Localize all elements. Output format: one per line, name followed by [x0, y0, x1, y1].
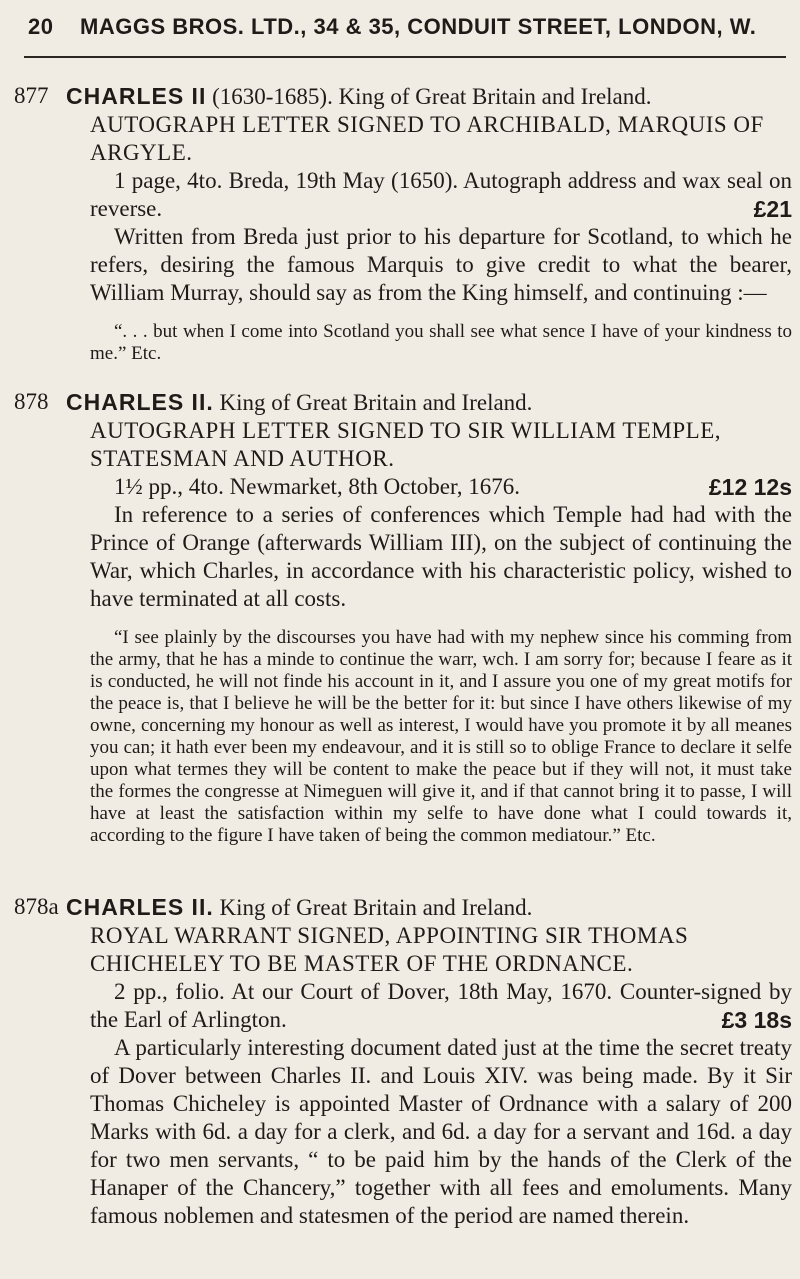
lot-title [66, 82, 792, 111]
lot-description [66, 473, 792, 501]
lot-paragraph: Written from Breda just prior to his departure for Scotland, to which he refers, desiring the famous Marquis to give credit to what the bearer, William Murray, should say as from the King himself, and continuing :— [90, 224, 792, 305]
lot-body [66, 893, 792, 1230]
lot-title-rest: (1630-1685). King of Great Britain and Ireland. [212, 84, 652, 109]
lot-title-rest: King of Great Britain and Ireland. [219, 895, 533, 920]
lot-subtitle: AUTOGRAPH LETTER SIGNED TO ARCHIBALD, MARQUIS OF ARGYLE. [90, 112, 764, 165]
lot-entry-877 [14, 82, 792, 365]
lot-number: 878 [14, 389, 49, 414]
header-rule [24, 56, 786, 58]
lot-desc-text: 1½ pp., 4to. Newmarket, 8th October, 1676. [114, 474, 520, 499]
lot-quote: “I see plainly by the discourses you have had with my nephew since his comming from the army, that he has a minde to continue the warr, wch. I am sorry for; because I feare as it is conducted, he will not finde his account in it, and I assure you one of my great motifs for the peace is, that I believe he will be the better for it: but since I have others likewise of my owne, concerning my honour as well as interest, I would have you promote it by all meanes you can; it hath ever been my endeavour, and it is still so to oblige France to declare it selfe upon what termes they will be content to make the peace but if they will not, it must take the formes the congresse at Nimeguen will give it, and if that cannot bring it to passe, I will have at least the satisfaction within my selfe to have done what I could towards it, according to the figure I have taken of being the common mediatour.” Etc. [90, 627, 792, 846]
lot-number: 877 [14, 83, 49, 108]
lot-price: £21 [753, 196, 792, 222]
lot-description [66, 167, 792, 223]
lot-title [66, 388, 792, 417]
publisher-line: MAGGS BROS. LTD., 34 & 35, CONDUIT STREET, LONDON, W. [80, 14, 757, 39]
lot-price: £12 12s [708, 474, 792, 500]
page-number: 20 [28, 14, 54, 39]
lot-number: 878a [14, 894, 59, 919]
lot-title-rest: King of Great Britain and Ireland. [219, 390, 533, 415]
lot-description [66, 978, 792, 1034]
lot-title [66, 893, 792, 922]
lot-name: CHARLES II. [66, 894, 214, 920]
lot-paragraph: A particularly interesting document dated just at the time the secret treaty of Dover between Charles II. and Louis XIV. was being made. By it Sir Thomas Chicheley is appointed Master of Ordnance with a salary of 200 Marks with 6d. a day for a clerk, and 6d. a day for a servant and 16d. a day for two men servants, “ to be paid him by the hands of the Clerk of the Hanaper of the Chancery,” together with all fees and emoluments. Many famous noblemen and statesmen of the period are named therein. [90, 1035, 792, 1228]
lot-name: CHARLES II. [66, 389, 214, 415]
lot-quote: “. . . but when I come into Scotland you shall see what sence I have of your kindness to me.” Etc. [90, 321, 792, 364]
lot-subtitle: AUTOGRAPH LETTER SIGNED TO SIR WILLIAM TEMPLE, STATESMAN AND AUTHOR. [90, 418, 722, 471]
lot-subtitle: ROYAL WARRANT SIGNED, APPOINTING SIR THOMAS CHICHELEY TO BE MASTER OF THE ORDNANCE. [90, 923, 689, 976]
lot-desc-text: 1 page, 4to. Breda, 19th May (1650). Autograph address and wax seal on reverse. [90, 168, 792, 221]
lot-price: £3 18s [721, 1007, 792, 1033]
lot-name: CHARLES II [66, 83, 207, 109]
lot-entry-878 [14, 388, 792, 847]
lot-paragraph: In reference to a series of conferences which Temple had had with the Prince of Orange (afterwards William III), on the subject of continuing the War, which Charles, in accordance with his characteristic policy, wished to have terminated at all costs. [90, 502, 792, 611]
lot-entry-878a [14, 893, 792, 1230]
lot-desc-text: 2 pp., folio. At our Court of Dover, 18th May, 1670. Counter-signed by the Earl of Arlington. [90, 979, 792, 1032]
lot-body [66, 82, 792, 365]
page-header [28, 14, 788, 40]
lot-body [66, 388, 792, 847]
